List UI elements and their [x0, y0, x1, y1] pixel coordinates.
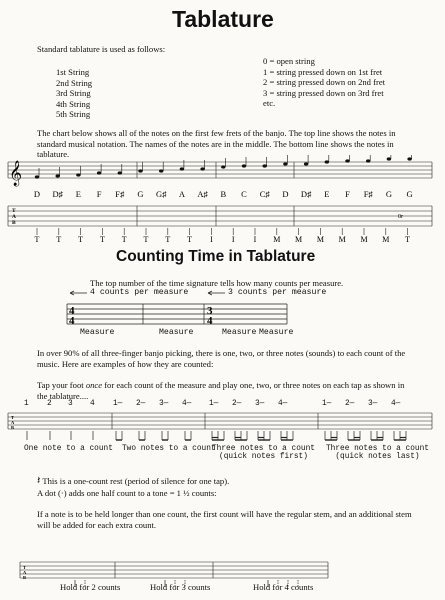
note-name: A: [178, 189, 185, 199]
note-head: [159, 169, 163, 172]
note-head: [242, 164, 246, 167]
hold-paragraph: If a note is to be held longer than one count, the first count will have the regular stem, and an additional stem will be added for each extra count.: [37, 509, 412, 530]
finger-label: T: [34, 235, 40, 244]
note-name: F♯: [363, 189, 373, 199]
note-name: F: [96, 189, 102, 199]
finger-label: I: [231, 235, 235, 244]
finger-label: M: [360, 235, 368, 244]
legend-item: etc.: [263, 98, 276, 109]
counting-paragraph: In over 90% of all three-finger banjo picking, there is one, two, or three notes (sounds) to each count of the music. Here are examples of how they are counted:: [37, 348, 406, 369]
count-number: 4—: [391, 400, 401, 408]
count-number: 3: [68, 400, 73, 408]
note-head: [304, 162, 308, 165]
note-name: D♯: [300, 189, 312, 199]
count-number: 4—: [182, 400, 192, 408]
time-signature-staves: [0, 290, 445, 346]
tab-label: T: [23, 565, 27, 570]
time-signature-bottom-4: 4: [69, 315, 75, 327]
string-item: 4th String: [56, 98, 91, 109]
count-number: 3—: [159, 400, 169, 408]
count-number: 2—: [136, 400, 146, 408]
note-name: C: [241, 189, 247, 199]
finger-label: M: [295, 235, 303, 244]
finger-label: T: [56, 235, 62, 244]
caption-two-notes: Two notes to a count: [122, 445, 216, 453]
hold-caption: Hold for 4 counts: [253, 582, 314, 592]
note-name: A♯: [197, 189, 208, 199]
tab-staff: [8, 206, 432, 226]
legend-item: 2 = string pressed down on 2nd fret: [263, 77, 386, 88]
note-chart: [0, 155, 445, 255]
treble-clef-icon: 𝄞: [9, 160, 23, 185]
note-head: [221, 165, 225, 168]
string-item: 1st String: [56, 67, 90, 77]
note-head: [407, 157, 411, 160]
note-name: G: [406, 189, 413, 199]
count-number: 1—: [113, 400, 123, 408]
note-head: [118, 171, 122, 174]
note-head: [325, 160, 329, 163]
note-name-row: [34, 189, 413, 199]
string-item: 3rd String: [56, 88, 91, 99]
count-number: 3—: [255, 400, 265, 408]
time-signature-paragraph: The top number of the time signature tells how many counts per measure.: [90, 278, 344, 288]
finger-label: T: [143, 235, 149, 244]
count-number: 3—: [368, 400, 378, 408]
time-signature-top-4: 4: [69, 305, 75, 317]
note-name: E: [324, 189, 330, 199]
count-number: 1—: [322, 400, 332, 408]
finger-label: M: [382, 235, 390, 244]
measure-label: Measure: [159, 328, 194, 337]
finger-label: M: [273, 235, 281, 244]
note-name: G: [137, 189, 144, 199]
finger-label: T: [165, 235, 171, 244]
legend-list: [263, 56, 385, 109]
rest-line: 𝄽 This is a one-count rest (period of silence for one tap).: [37, 475, 230, 487]
legend-item: 3 = string pressed down on 3rd fret: [263, 87, 384, 98]
quarter-rest-icon: 𝄽: [37, 475, 41, 487]
note-name: C♯: [259, 189, 270, 199]
note-head: [283, 162, 287, 165]
finger-label: T: [78, 235, 84, 244]
finger-label: T: [405, 235, 411, 244]
caption-three-notes-last: Three notes to a count (quick notes last): [326, 445, 429, 461]
legend-item: 0 = open string: [263, 56, 315, 66]
hold-caption: Hold for 3 counts: [150, 582, 211, 592]
note-head: [180, 167, 184, 170]
tab-stems: [37, 228, 408, 235]
note-head: [345, 159, 349, 162]
tab-label: B: [12, 220, 16, 226]
tab-label: B: [11, 425, 15, 430]
time-signature-top-3: 3: [207, 305, 213, 317]
measure-label: Measure: [222, 328, 257, 337]
dot-line: A dot (·) adds one half count to a tone = 1 ½ counts:: [37, 488, 217, 498]
finger-label: M: [338, 235, 346, 244]
finger-label: I: [210, 235, 213, 244]
note-head: [138, 169, 142, 172]
count-number: 4—: [278, 400, 288, 408]
finger-row: [35, 235, 411, 244]
tab-label: T: [11, 415, 15, 420]
measure-label: Measure: [80, 328, 115, 337]
caption-three-notes-first: Three notes to a count (quick notes first): [212, 445, 315, 461]
finger-label: M: [316, 235, 324, 244]
count-number: 2: [47, 400, 52, 408]
tab-label: A: [23, 570, 27, 575]
count-number: 2—: [232, 400, 242, 408]
count-number: 2—: [345, 400, 355, 408]
tab-label: T: [12, 208, 16, 214]
note-head: [35, 175, 39, 178]
string-item: 2nd String: [56, 77, 93, 88]
note-name: D: [282, 189, 289, 199]
note-head: [56, 174, 60, 177]
finger-label: I: [253, 235, 257, 244]
note-name: F: [345, 189, 350, 199]
note-name: D♯: [52, 189, 63, 199]
time-signature-bottom-3: 4: [207, 315, 213, 327]
note-head: [76, 173, 80, 176]
note-name: B: [220, 189, 227, 199]
note-head: [200, 167, 204, 170]
note-name: F♯: [115, 189, 125, 199]
tap-paragraph: Tap your foot once for each count of the measure and play one, two, or three notes on each tap as shown in the tablature....: [37, 380, 405, 401]
measure-label: Measure: [259, 328, 294, 337]
count-number: 1—: [209, 400, 219, 408]
count-number: 4: [90, 400, 95, 408]
chart-paragraph: The chart below shows all of the notes on the first few frets of the banjo. The top line shows the notes in standard musical notation. The names of the notes are in the middle. The bottom line shows the notes in tablature.: [37, 128, 396, 160]
note-head: [387, 157, 391, 160]
string-item: 5th String: [56, 109, 91, 120]
note-head: [97, 171, 101, 174]
four-counts-label: 4 counts per measure: [90, 288, 189, 297]
legend-item: 1 = string pressed down on 1st fret: [263, 66, 383, 77]
treble-staff: [8, 162, 432, 178]
note-name: D: [33, 189, 41, 199]
string-list: [56, 67, 92, 120]
finger-label: T: [121, 235, 127, 244]
tab-label: A: [11, 420, 15, 425]
staff-notes: [35, 155, 412, 179]
page-title: Tablature: [172, 6, 274, 32]
three-counts-label: 3 counts per measure: [228, 288, 327, 297]
count-staff: [0, 410, 445, 450]
section-heading: Counting Time in Tablature: [116, 248, 316, 265]
note-head: [366, 159, 370, 162]
note-name: G: [385, 189, 392, 199]
finger-label: T: [99, 235, 105, 244]
hold-caption: Hold for 2 counts: [60, 582, 121, 592]
finger-label: T: [187, 235, 193, 244]
note-name: E: [75, 189, 82, 199]
caption-one-note: One note to a count: [24, 445, 113, 453]
fifth-string-marker: 0r: [398, 214, 403, 220]
tab-label: A: [12, 214, 16, 220]
tab-label: B: [23, 575, 27, 580]
note-name: G♯: [156, 189, 167, 199]
count-stems: [27, 431, 406, 440]
count-number: 1: [24, 400, 29, 408]
note-head: [263, 164, 267, 167]
intro-text: Standard tablature is used as follows:: [37, 44, 166, 54]
